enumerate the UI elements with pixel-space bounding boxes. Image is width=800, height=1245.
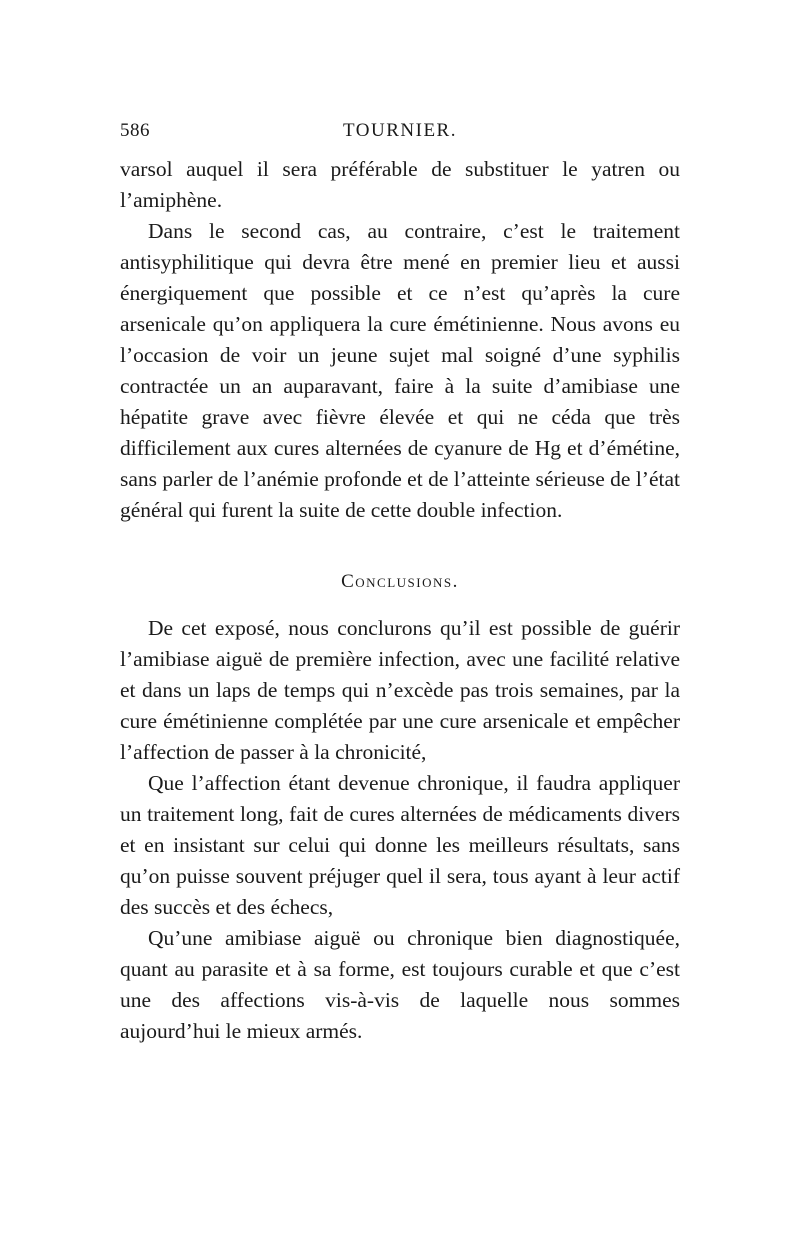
paragraph-conclusion-3: Qu’une amibiase aiguë ou chronique bien diagnostiquée, quant au parasite et à sa forme, est toujours curable et que c’est une des affections vis-à-vis de laquelle nous sommes aujourd’hui le mieux armés. <box>120 926 680 1043</box>
paragraph-second-case: Dans le second cas, au contraire, c’est le traitement antisyphilitique qui devra être mené en premier lieu et aussi énergiquement que possible et ce n’est qu’après la cure arsenicale qu’on appliquera la cure émétinienne. Nous avons eu l’occasion de voir un jeune sujet mal soigné d’une syphilis contractée un an auparavant, faire à la suite d’amibiase une hépatite grave avec fièvre élevée et qui ne céda que très difficilement aux cures alternées de cyanure de Hg et d’émétine, sans parler de l’anémie profonde et de l’atteinte sérieuse de l’état général qui furent la suite de cette double infection. <box>120 219 680 522</box>
paragraph-conclusion-1: De cet exposé, nous conclurons qu’il est possible de guérir l’amibiase aiguë de première infection, avec une facilité relative et dans un laps de temps qui n’excède pas trois semaines, par la cure émétinienne complétée par une cure arsenicale et empêcher l’affection de passer à la chronicité, <box>120 616 680 764</box>
paragraph-conclusion-2: Que l’affection étant devenue chronique, il faudra appliquer un traitement long, fait de cures alternées de médicaments divers et en insistant sur celui qui donne les meilleurs résultats, sans qu’on puisse souvent préjuger quel il sera, tous ayant à leur actif des succès et des échecs, <box>120 771 680 919</box>
running-head <box>120 120 680 154</box>
section-title-conclusions: Conclusions. <box>341 571 459 592</box>
running-title: TOURNIER. <box>343 120 457 141</box>
page-number: 586 <box>120 120 150 141</box>
paragraph-continuation: varsol auquel il sera préférable de substituer le yatren ou l’amiphène. <box>120 157 680 212</box>
book-page <box>120 120 680 1047</box>
